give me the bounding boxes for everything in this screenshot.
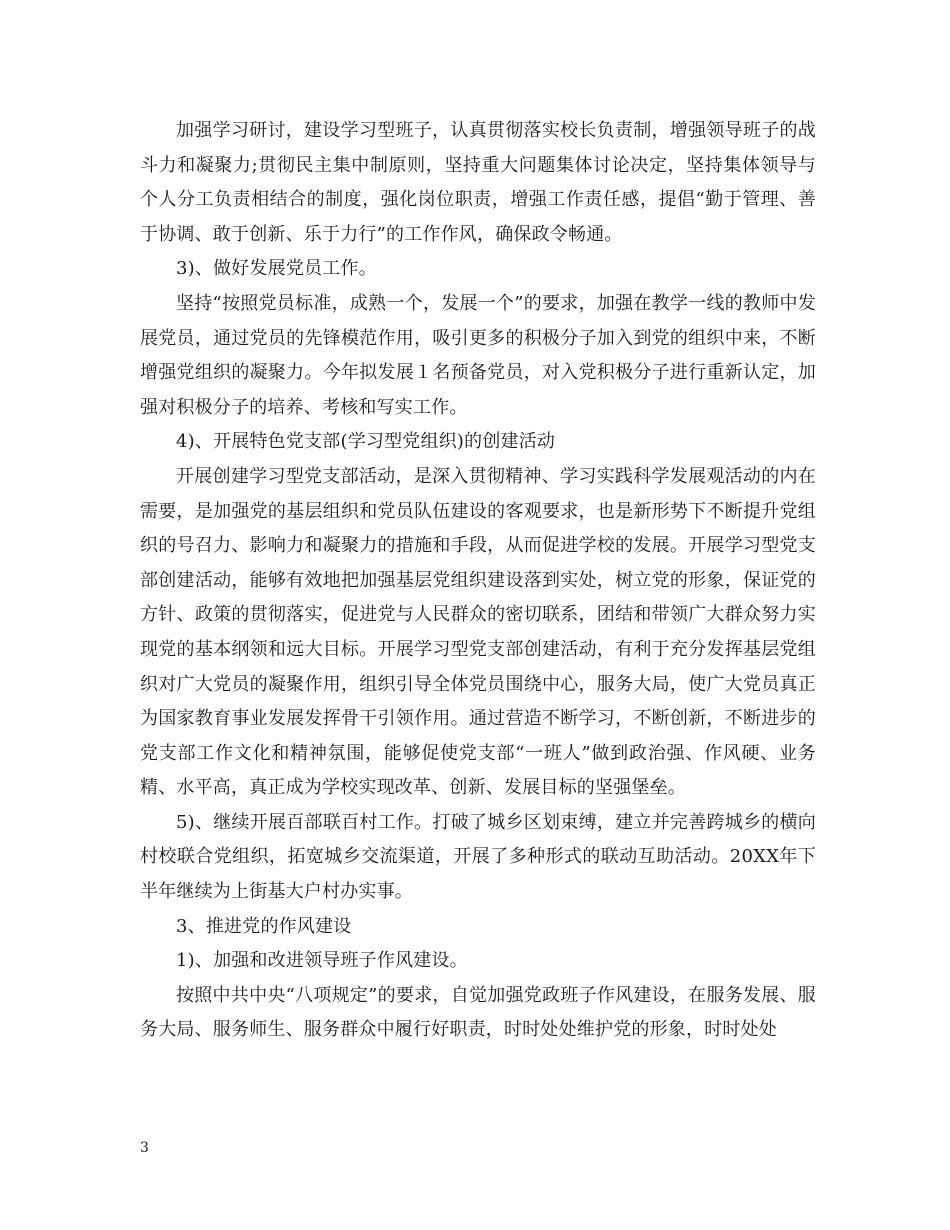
paragraph-eight-rules: 按照中共中央“八项规定”的要求，自觉加强党政班子作风建设，在服务发展、服务大局、服务师生、服务群众中履行好职责，时时处处维护党的形象，时时处处	[140, 984, 816, 1041]
heading-work-style: 3、推进党的作风建设	[176, 915, 352, 937]
paragraph-village-work: 5)、继续开展百部联百村工作。打破了城乡区划束缚，建立并完善跨城乡的横向村校联合党组织，拓宽城乡交流渠道，开展了多种形式的联动互助活动。20XX年下半年继续为上街基大户村办实事。	[140, 811, 816, 903]
heading-improve-leadership: 1)、加强和改进领导班子作风建设。	[176, 950, 468, 972]
paragraph-leadership-team: 加强学习研讨，建设学习型班子，认真贯彻落实校长负责制，增强领导班子的战斗力和凝聚力;贯彻民主集中制原则，坚持重大问题集体讨论决定，坚持集体领导与个人分工负责相结合的制度，强化岗位职责，增强工作责任感，提倡“勤于管理、善于协调、敢于创新、乐于力行”的工作作风，确保政令畅通。	[140, 120, 816, 245]
heading-develop-members: 3)、做好发展党员工作。	[176, 258, 377, 280]
document-body	[140, 114, 816, 1048]
paragraph-learning-branch: 开展创建学习型党支部活动，是深入贯彻精神、学习实践科学发展观活动的内在需要，是加强党的基层组织和党员队伍建设的客观要求，也是新形势下不断提升党组织的号召力、影响力和凝聚力的措施和手段，从而促进学校的发展。开展学习型党支部创建活动，能够有效地把加强基层党组织建设落到实处，树立党的形象，保证党的方针、政策的贯彻落实，促进党与人民群众的密切联系，团结和带领广大群众努力实现党的基本纲领和远大目标。开展学习型党支部创建活动，有利于充分发挥基层党组织对广大党员的凝聚作用，组织引导全体党员围绕中心，服务大局，使广大党员真正为国家教育事业发展发挥骨干引领作用。通过营造不断学习，不断创新，不断进步的党支部工作文化和精神氛围，能够促使党支部“一班人”做到政治强、作风硬、业务精、水平高，真正成为学校实现改革、创新、发展目标的坚强堡垒。	[140, 465, 816, 799]
heading-special-branch: 4)、开展特色党支部(学习型党组织)的创建活动	[176, 431, 556, 453]
paragraph-member-standards: 坚持“按照党员标准，成熟一个，发展一个”的要求，加强在教学一线的教师中发展党员，通过党员的先锋模范作用，吸引更多的积极分子加入到党的组织中来，不断增强党组织的凝聚力。今年拟发展１名预备党员，对入党积极分子进行重新认定，加强对积极分子的培养、考核和写实工作。	[140, 292, 816, 418]
page-number: 3	[140, 1140, 149, 1156]
